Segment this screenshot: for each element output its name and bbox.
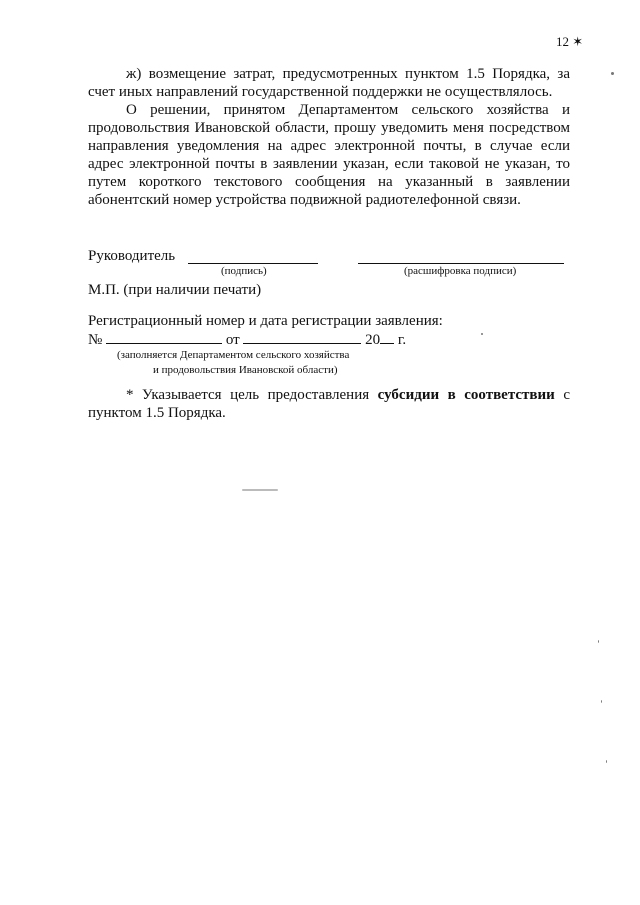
signature-caption: (подпись) (221, 265, 267, 277)
registration-note (117, 348, 349, 378)
registration-title: Регистрационный номер и дата регистрации заявления: (88, 313, 443, 329)
scan-speck (481, 333, 483, 335)
signature-label: Руководитель (88, 248, 176, 264)
from-word: от (225, 332, 240, 348)
scan-speck (601, 700, 602, 703)
signature-line (188, 263, 318, 264)
year-suffix: г. (397, 332, 407, 348)
page-mark-icon: ✶ (569, 34, 584, 49)
scan-speck (598, 640, 599, 643)
registration-note-line2: и продовольствия Ивановской области) (153, 364, 338, 376)
scan-speck (606, 760, 607, 763)
registration-number-blank (106, 330, 222, 344)
footnote (88, 386, 570, 422)
year-blank (380, 330, 394, 344)
signature-decoding-caption: (расшифровка подписи) (404, 265, 517, 277)
signature-decoding-line (358, 263, 564, 264)
scan-smudge (242, 489, 278, 491)
paragraph-notification: О решении, принятом Департаментом сельского хозяйства и продовольствия Ивановской области, прошу уведомить меня посредством направления уведомления на адрес электронной почты, в случае если адрес электронной почты в заявлении указан, если таковой не указан, то путем короткого текстового сообщения на указанный в заявлении абонентский номер устройства подвижной радиотелефонной связи. (88, 102, 570, 208)
footnote-text-start: Указывается цель предоставления (142, 387, 370, 403)
footnote-text-end: с пунктом 1.5 Порядка. (88, 387, 571, 421)
footnote-text-bold: субсидии в соответствии (377, 387, 555, 403)
paragraph-expense-reimbursement: ж) возмещение затрат, предусмотренных пунктом 1.5 Порядка, за счет иных направлений государственной поддержки не осуществлялось. (88, 66, 570, 100)
registration-date-blank (243, 330, 361, 344)
registration-row (88, 330, 406, 349)
stamp-label: М.П. (при наличии печати) (88, 282, 262, 298)
registration-note-line1: (заполняется Департаментом сельского хозяйства (117, 349, 350, 361)
scan-speck (611, 72, 614, 75)
year-prefix: 20 (365, 332, 381, 348)
footnote-star: * (126, 387, 134, 403)
number-sign: № (88, 332, 103, 348)
page-number (556, 34, 583, 50)
page-number-text: 12 (556, 34, 569, 49)
